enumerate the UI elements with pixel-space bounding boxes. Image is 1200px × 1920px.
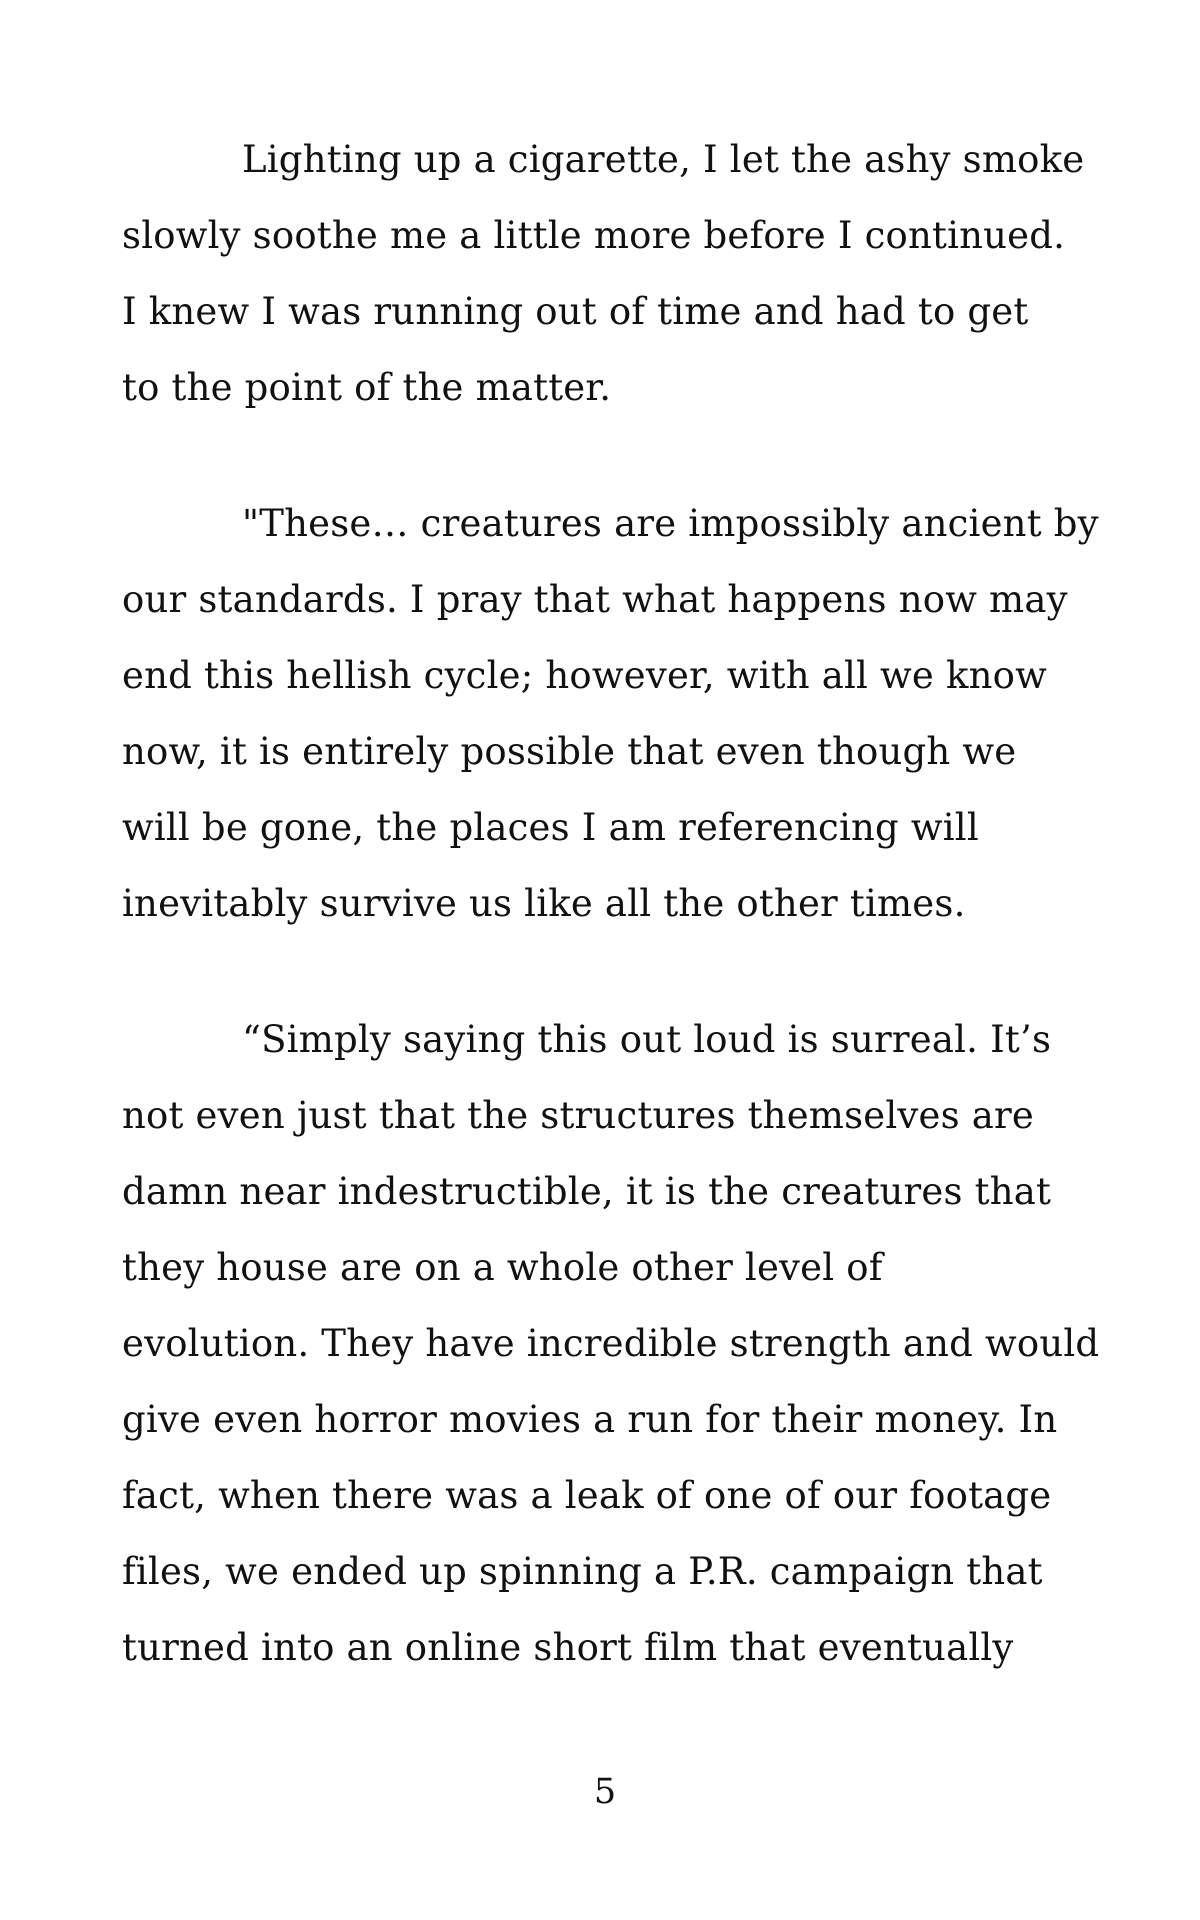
text-line: slowly soothe me a little more before I continued. [122, 214, 1066, 257]
paragraph-1 [122, 122, 1112, 426]
text-line: turned into an online short film that eventually [122, 1626, 1014, 1669]
text-line: to the point of the matter. [122, 366, 612, 409]
paragraph-3 [122, 1002, 1112, 1686]
paragraph-spacer [122, 942, 1112, 1002]
text-line: now, it is entirely possible that even though we [122, 730, 1017, 773]
text-line: "These… creatures are impossibly ancient by [242, 502, 1099, 545]
text-line: I knew I was running out of time and had to get [122, 290, 1029, 333]
text-line: damn near indestructible, it is the creatures that [122, 1170, 1052, 1213]
paragraph-spacer [122, 426, 1112, 486]
text-line: fact, when there was a leak of one of our footage [122, 1474, 1052, 1517]
text-line: files, we ended up spinning a P.R. campaign that [122, 1550, 1043, 1593]
paragraph-2 [122, 486, 1112, 942]
page-number: 5 [593, 1772, 617, 1812]
text-line: end this hellish cycle; however, with all we know [122, 654, 1047, 697]
text-line: not even just that the structures themselves are [122, 1094, 1034, 1137]
text-line: our standards. I pray that what happens now may [122, 578, 1068, 621]
text-line: “Simply saying this out loud is surreal. It’s [242, 1018, 1052, 1061]
text-line: they house are on a whole other level of [122, 1246, 883, 1289]
page-body [122, 122, 1112, 1686]
text-line: evolution. They have incredible strength and would [122, 1322, 1100, 1365]
text-line: inevitably survive us like all the other times. [122, 882, 966, 925]
text-line: will be gone, the places I am referencing will [122, 806, 979, 849]
text-line: Lighting up a cigarette, I let the ashy smoke [242, 138, 1085, 181]
text-line: give even horror movies a run for their money. In [122, 1398, 1058, 1441]
